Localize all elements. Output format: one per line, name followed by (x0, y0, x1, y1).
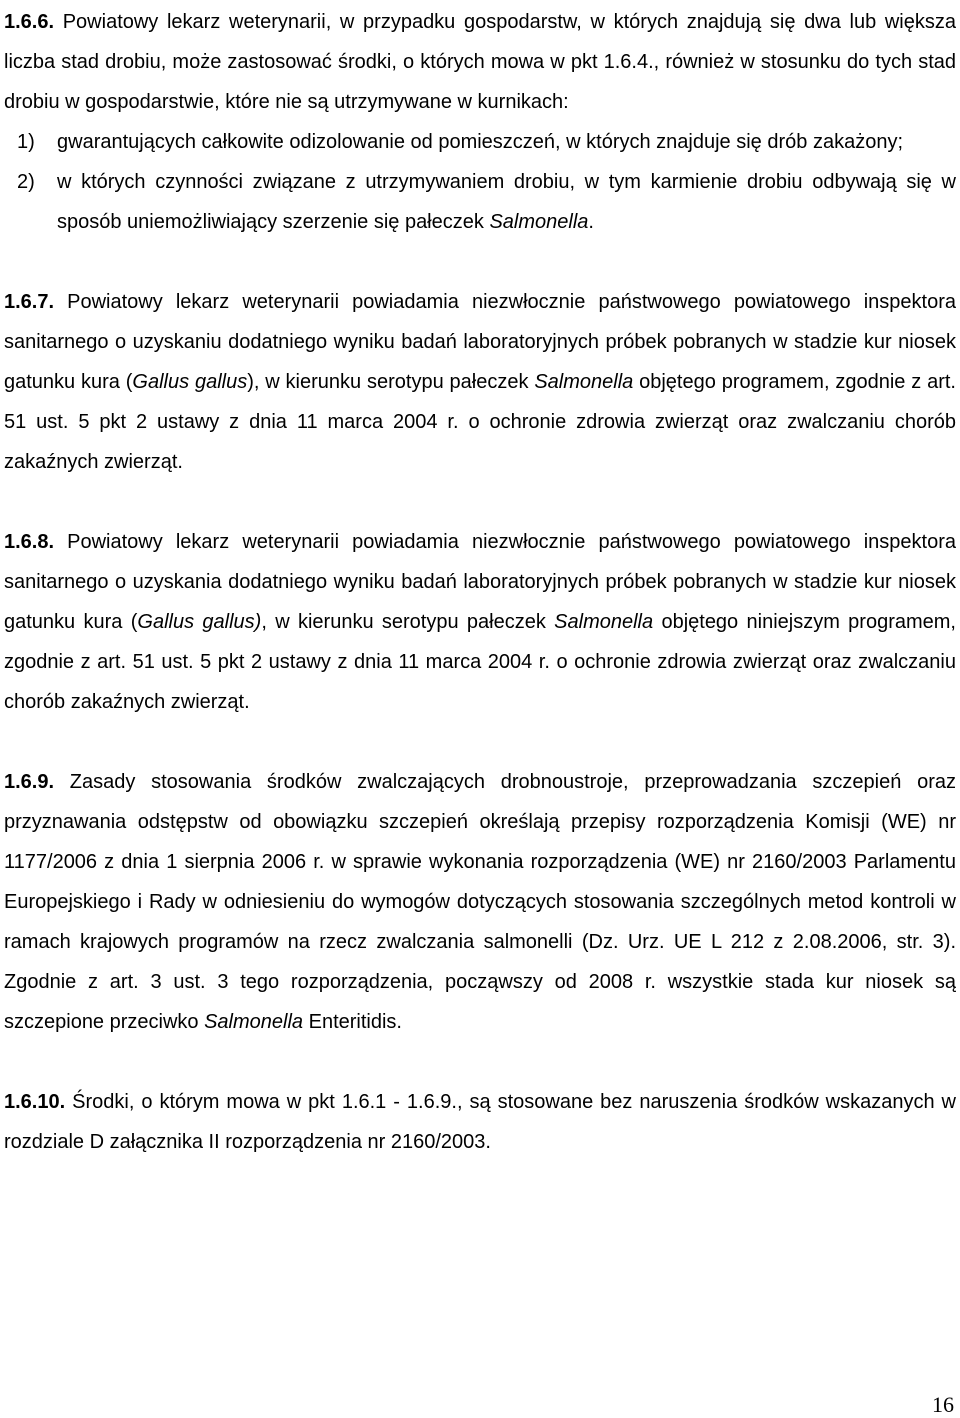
document-page (4, 0, 956, 1162)
paragraph-text: Środki, o którym mowa w pkt 1.6.1 - 1.6.9., są stosowane bez naruszenia środków wskazanych w rozdziale D załącznika II rozporządzenia nr 2160/2003. (4, 1091, 956, 1153)
italic-term: Salmonella (204, 1011, 304, 1033)
paragraph-text: objętego niniejszym programem, zgodnie z art. 51 ust. 5 pkt 2 ustawy z dnia 11 marca 2004 r. o ochronie zdrowia zwierząt oraz zwalczaniu chorób zakaźnych zwierząt. (4, 611, 956, 713)
list-marker: 2) (17, 171, 35, 193)
paragraph-1-6-6 (4, 2, 956, 122)
list-marker: 1) (17, 131, 35, 153)
list-item-text-part: w których czynności związane z utrzymywaniem drobiu, w tym karmienie drobiu odbywają się w sposób uniemożliwiający szerzenie się pałeczek (57, 171, 956, 233)
section-number: 1.6.10. (4, 1091, 66, 1113)
paragraph-1-6-10 (4, 1082, 956, 1162)
italic-term: Gallus gallus (132, 371, 248, 393)
paragraph-1-6-8 (4, 522, 956, 722)
section-number: 1.6.8. (4, 531, 55, 553)
paragraph-text: Zasady stosowania środków zwalczających drobnoustroje, przeprowadzania szczepień oraz przyznawania odstępstw od obowiązku szczepień określają przepisy rozporządzenia Komisji (WE) nr 1177/2006 z dnia 1 sierpnia 2006 r. w sprawie wykonania rozporządzenia (WE) nr 2160/2003 Parlamentu Europejskiego i Rady w odniesieniu do wymogów dotyczących stosowania szczególnych metod kontroli w ramach krajowych programów na rzecz zwalczania salmonelli (Dz. Urz. UE L 212 z 2.08.2006, str. 3). Zgodnie z art. 3 ust. 3 tego rozporządzenia, począwszy od 2008 r. wszystkie stada kur niosek są szczepione przeciwko (4, 771, 956, 1033)
italic-term: Salmonella (554, 611, 654, 633)
paragraph-1-6-9 (4, 762, 956, 1042)
section-number: 1.6.9. (4, 771, 55, 793)
paragraph-text: objętego programem, zgodnie z art. 51 ust. 5 pkt 2 ustawy z dnia 11 marca 2004 r. o ochronie zdrowia zwierząt oraz zwalczaniu chorób zakaźnych zwierząt. (4, 371, 956, 473)
paragraph-text: , w kierunku serotypu pałeczek (261, 611, 555, 633)
section-number: 1.6.6. (4, 11, 55, 33)
paragraph-1-6-7 (4, 282, 956, 482)
page-number: 16 (932, 1392, 954, 1417)
section-number: 1.6.7. (4, 291, 55, 313)
paragraph-text: ), w kierunku serotypu pałeczek (247, 371, 535, 393)
italic-term: Gallus gallus) (137, 611, 262, 633)
conditions-list (17, 122, 956, 242)
list-item-text (57, 162, 956, 242)
list-item (17, 162, 956, 242)
list-item (17, 122, 956, 162)
list-item-text-part: . (588, 211, 594, 233)
paragraph-text: Powiatowy lekarz weterynarii powiadamia niezwłocznie państwowego powiatowego inspektora sanitarnego o uzyskania dodatniego wyniku badań laboratoryjnych próbek pobranych w stadzie kur niosek gatunku kura ( (4, 531, 956, 633)
italic-term: Salmonella (534, 371, 634, 393)
paragraph-text: Enteritidis. (303, 1011, 402, 1033)
italic-term: Salmonella (489, 211, 589, 233)
paragraph-text: Powiatowy lekarz weterynarii powiadamia niezwłocznie państwowego powiatowego inspektora sanitarnego o uzyskaniu dodatniego wyniku badań laboratoryjnych próbek pobranych w stadzie kur niosek gatunku kura ( (4, 291, 956, 393)
list-item-text: gwarantujących całkowite odizolowanie od pomieszczeń, w których znajduje się drób zakażony; (57, 131, 903, 153)
paragraph-text: Powiatowy lekarz weterynarii, w przypadku gospodarstw, w których znajdują się dwa lub większa liczba stad drobiu, może zastosować środki, o których mowa w pkt 1.6.4., również w stosunku do tych stad drobiu w gospodarstwie, które nie są utrzymywane w kurnikach: (4, 11, 956, 113)
